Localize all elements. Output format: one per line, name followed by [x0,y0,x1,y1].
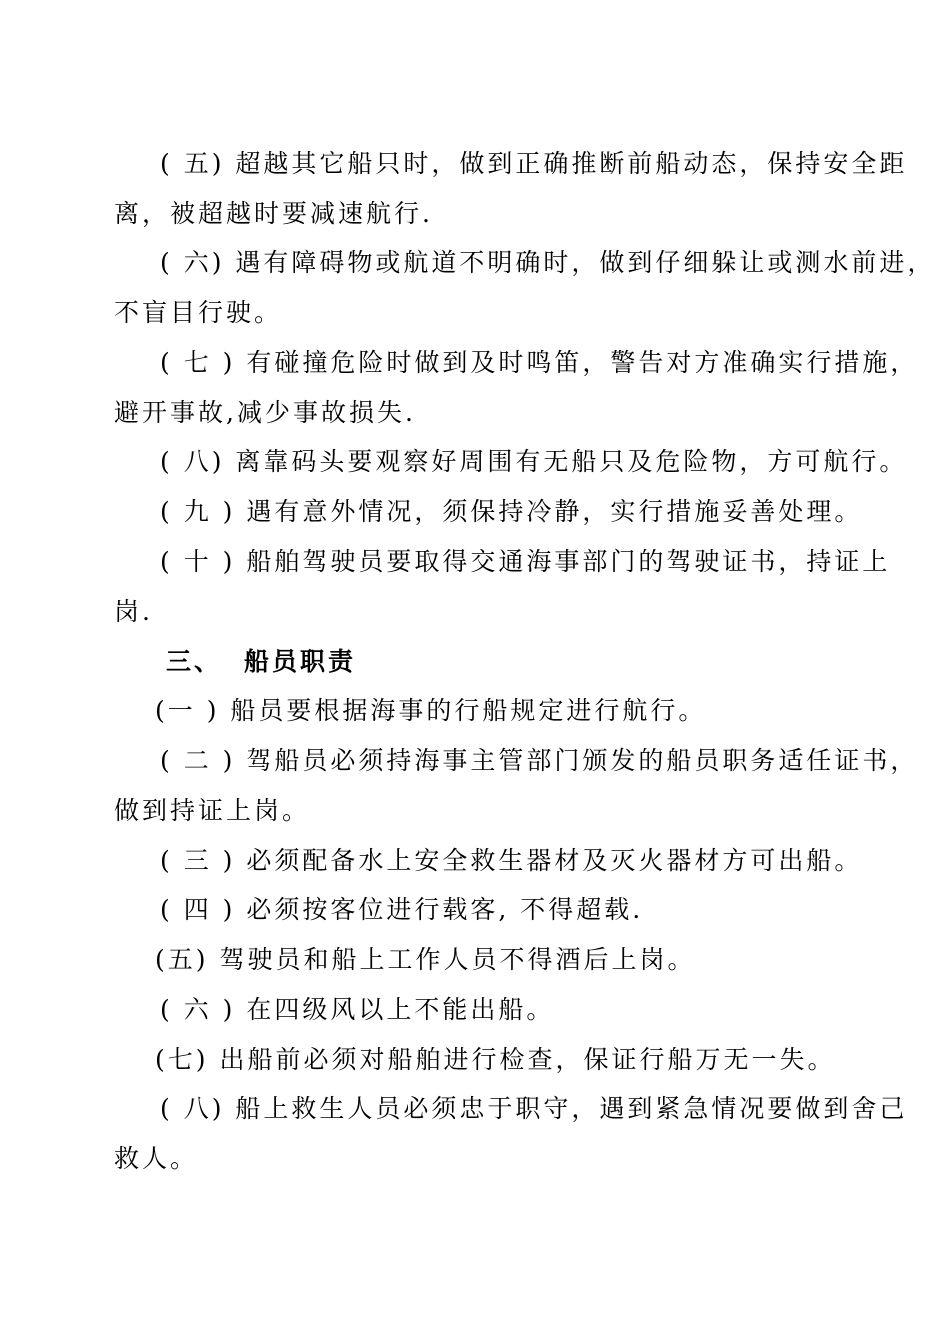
paragraph-line: ( 五) 超越其它船只时，做到正确推断前船动态，保持安全距 [160,149,908,178]
paragraph-line: 离，被超越时要减速航行. [114,199,433,228]
paragraph-line: ( 八) 船上救生人员必须忠于职守，遇到紧急情况要做到舍己 [160,1094,908,1123]
section-number: 三、 [166,647,223,676]
section-heading [0,647,950,677]
paragraph-line: ( 七 ) 有碰撞危险时做到及时鸣笛，警告对方准确实行措施， [160,348,919,377]
paragraph-line: ( 九 ) 遇有意外情况，须保持冷静，实行措施妥善处理。 [160,497,863,526]
paragraph-line: ( 二 ) 驾船员必须持海事主管部门颁发的船员职务适任证书， [160,746,919,775]
paragraph-line: 做到持证上岗。 [114,796,311,825]
paragraph-line: (五) 驾驶员和船上工作人员不得酒后上岗。 [155,945,696,974]
paragraph-line: 救人。 [114,1144,199,1173]
paragraph-line: 岗. [114,597,153,626]
paragraph-line: ( 六) 遇有障碍物或航道不明确时，做到仔细躲让或测水前进， [160,248,936,277]
paragraph-line: ( 十 ) 船舶驾驶员要取得交通海事部门的驾驶证书，持证上 [160,547,891,576]
paragraph-line: 避开事故,减少事故损失. [114,398,416,427]
paragraph-line: (七) 出船前必须对船舶进行检查，保证行船万无一失。 [155,1045,836,1074]
paragraph-line: (一 ) 船员要根据海事的行船规定进行航行。 [155,696,707,725]
paragraph-line: 不盲目行驶。 [114,298,283,327]
paragraph-line: ( 八) 离靠码头要观察好周围有无船只及危险物，方可航行。 [160,447,908,476]
paragraph-line: ( 六 ) 在四级风以上不能出船。 [160,995,555,1024]
paragraph-line: ( 三 ) 必须配备水上安全救生器材及灭火器材方可出船。 [160,846,863,875]
section-title: 船员职责 [244,647,357,676]
paragraph-line: ( 四 ) 必须按客位进行载客, 不得超载. [160,895,644,924]
